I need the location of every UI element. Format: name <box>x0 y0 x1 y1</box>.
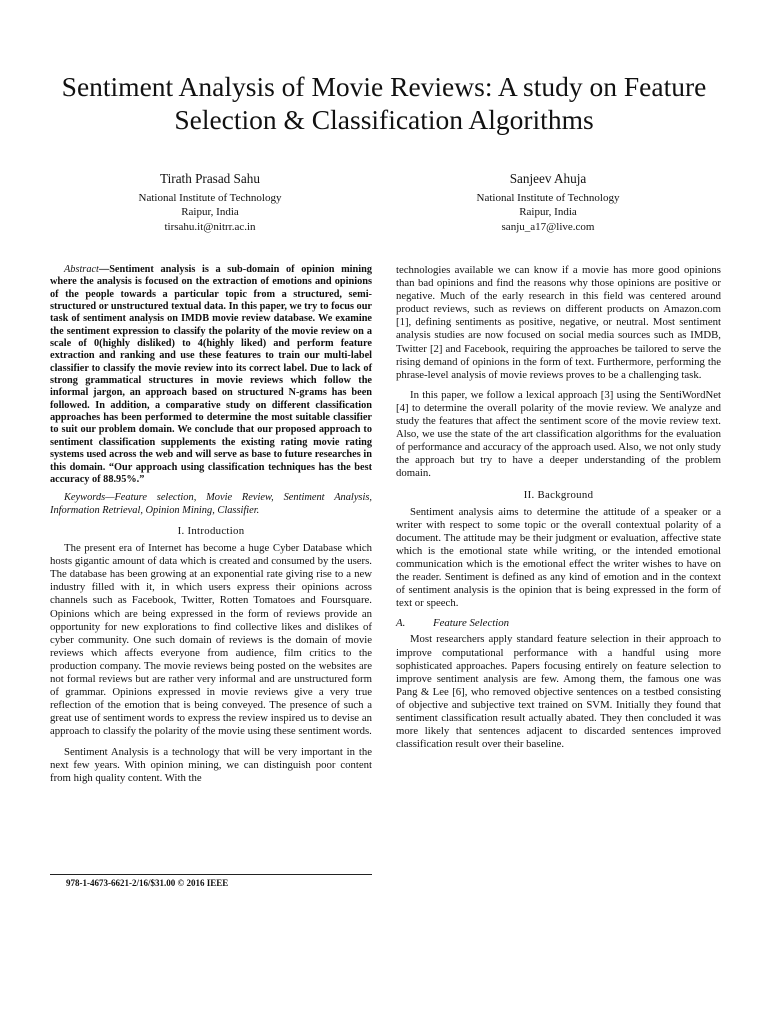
author-location: Raipur, India <box>181 206 239 219</box>
footer-rule <box>50 874 372 875</box>
author-email: tirsahu.it@nitrr.ac.in <box>164 220 256 233</box>
subsection-title: Feature Selection <box>433 617 510 630</box>
author-affiliation: National Institute of Technology <box>138 191 282 204</box>
author-name: Sanjeev Ahuja <box>509 171 587 186</box>
intro-paragraph-1: The present era of Internet has become a huge Cyber Database which hosts gigantic amount of data which is created and consumed by the users. The database has been growing at an exponential rate giving rise to a new industry filled with it, in which users express their opinions across channels such as Facebook, Twitter, Rotten Tomatoes and Foursquare. Opinions which are being expressed in the form of reviews provide an opportunity for new explorations to find collective likes and dislikes of cyber community. One such domain of reviews is the domain of movie reviews which affects everyone from audience, film critics to the production company. The movie reviews being posted on the websites are not formal reviews but are rather very informal and are unstructured form of grammar. Opinions expressed in movie reviews give a very true reflection of the emotion that is being conveyed. The presence of such a great use of sentiment words to express the review inspired us to devise an approach to classify the polarity of the movie using these sentiment words. <box>50 542 372 738</box>
background-paragraph-1: Sentiment analysis aims to determine the attitude of a speaker or a writer with respect to some topic or the overall contextual polarity of a document. The attitude may be their judgment or evaluation, affective state which is the emotional state while writing, or the intended emotional communication which is the emotional effect the writer wishes to have on the reader. Sentiment is defined as any kind of emotion and in the context of sentiment analysis is the opinion that is being expressed in the form of text or speech. <box>396 505 721 610</box>
author-location: Raipur, India <box>519 206 577 219</box>
author-affiliation: National Institute of Technology <box>476 191 620 204</box>
section-heading-introduction: I. Introduction <box>177 525 245 537</box>
author-block-1 <box>80 172 340 234</box>
right-column <box>396 264 721 751</box>
abstract-label: Abstract <box>64 264 99 275</box>
keywords-dash: — <box>105 492 115 504</box>
section-heading-background: II. Background <box>523 488 594 501</box>
paper-title: Sentiment Analysis of Movie Reviews: A study on Feature Selection & Classification Algorithms <box>61 71 707 135</box>
keywords <box>50 492 372 517</box>
intro-paragraph-3: In this paper, we follow a lexical approach [3] using the SentiWordNet [4] to determine the overall polarity of the movie review. We analyze and study the features that affect the sentiment score of the movie review text. Also, we use the state of the art classification algorithms for the evaluation of performance and accuracy of the approach used. Also, we not only study the approach but try to have a deeper understanding of the problem domain. <box>396 388 721 480</box>
abstract-text: Sentiment analysis is a sub-domain of opinion mining where the analysis is focused on the extraction of emotions and opinions of the people towards a particular topic from a structured, semi-structured or unstructured textual data. In this paper, we try to focus our task of sentiment analysis on IMDB movie review database. We examine the sentiment expression to classify the polarity of the movie review on a scale of 0(highly disliked) to 4(highly liked) and perform feature extraction and ranking and use these features to train our multi-label classifier to classify the movie review into its correct label. Due to lack of strong grammatical structures in movie reviews which follow the informal jargon, an approach based on structured N-grams has been followed. In addition, a comparative study on different classification approaches has been performed to determine the most suitable classifier to suit our problem domain. We conclude that our proposed approach to sentiment classification supplements the existing rating movie rating systems used across the web and will serve as base to future researches in this domain. “Our approach using classification techniques has the best accuracy of 88.95%.” <box>50 264 372 485</box>
subsection-label: A. <box>396 617 406 630</box>
feature-selection-paragraph: Most researchers apply standard feature selection in their approach to improve computational performance with a handful using more sophisticated approaches. Papers focusing entirely on feature selection to improve sentiment analysis are few. Among them, the famous one was Pang & Lee [6], who removed objective sentences on a testbed consisting of objective and subjective text trained on SVM. Initially they found that sentiment classification result actually abated. They then concluded it was more likely that sentences adjacent to discarded sentences improved classification result over their baseline. <box>396 633 721 751</box>
keywords-label: Keywords <box>64 492 106 504</box>
subsection-heading-feature-selection <box>396 617 721 630</box>
abstract <box>50 264 372 486</box>
abstract-dash: — <box>98 264 110 275</box>
copyright-footer: 978-1-4673-6621-2/16/$31.00 © 2016 IEEE <box>66 878 229 888</box>
left-column <box>50 264 372 785</box>
author-block-2 <box>418 172 678 234</box>
intro-paragraph-2-continued: technologies available we can know if a movie has more good opinions than bad opinions and find the reasons why those opinions are positive or negative. Much of the early research in this field was centered around product reviews, such as reviews on different products on Amazon.com [1], defining sentiments as positive, negative, or neutral. Most sentiment analysis studies are now focused on social media sources such as IMDB, Twitter [2] and Facebook, requiring the approaches be tailored to serve the rising demand of opinions in the form of text. Furthermore, performing the phrase-level analysis of movie reviews proves to be a challenging task. <box>396 264 721 381</box>
keywords-text: Feature selection, Movie Review, Sentiment Analysis, Information Retrieval, Opinion Mining, Classifier. <box>50 492 372 516</box>
author-email: sanju_a17@live.com <box>501 220 595 233</box>
intro-paragraph-2: Sentiment Analysis is a technology that will be very important in the next few years. With opinion mining, we can distinguish poor content from high quality content. With the <box>50 745 372 784</box>
author-name: Tirath Prasad Sahu <box>160 171 260 186</box>
